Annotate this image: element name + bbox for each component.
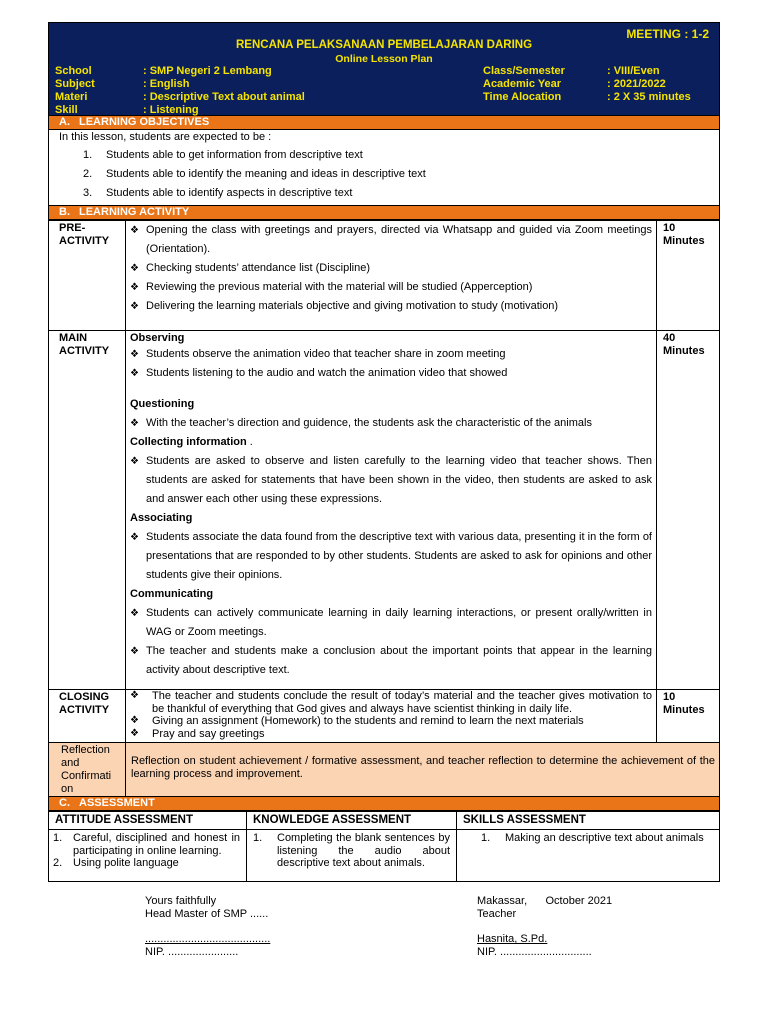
item-number: 1. (481, 832, 491, 844)
reflection-text: Reflection on student achievement / formative assessment, and teacher reflection to determine the achievement of the learning process and improvement. (126, 743, 720, 797)
label-line: CLOSING (59, 691, 110, 703)
assessment-table (48, 811, 720, 882)
item-text: With the teacher’s direction and guidence, the students ask the characteristic of the animals (146, 417, 592, 429)
objectives-box (48, 130, 720, 206)
pre-activity-duration (657, 221, 720, 331)
item-text: Giving an assignment (Homework) to the students and remind to learn the next materials (152, 715, 584, 727)
info-row-materi (55, 91, 305, 104)
section-title: LEARNING ACTIVITY (79, 206, 190, 218)
item-text: Students are asked to observe and listen carefully to the learning video that teacher shows. Then students are asked for statements that have been shown in the video, then students are asked to ask and answer each other using these expressions. (146, 455, 652, 505)
section-letter: A. (59, 116, 70, 128)
pre-activity-row (49, 221, 720, 331)
nip-field: NIP. ....................... (145, 945, 239, 958)
list-item (130, 364, 652, 383)
label-line: Reflection (61, 744, 110, 756)
document-header (48, 22, 720, 116)
section-heading-assessment (48, 797, 720, 811)
duration-number: 40 (663, 332, 676, 344)
main-activity-row (49, 331, 720, 690)
main-activity-duration (657, 331, 720, 690)
info-row-time (483, 91, 691, 104)
section-title: ASSESSMENT (79, 797, 155, 809)
info-value: : Descriptive Text about animal (143, 91, 305, 103)
knowledge-header: KNOWLEDGE ASSESSMENT (247, 812, 457, 830)
item-text: Using polite language (73, 857, 179, 869)
item-text: Students able to identify aspects in descriptive text (106, 187, 353, 199)
pre-activity-label (49, 221, 126, 331)
list-item (49, 857, 246, 870)
label-line: Confirmati (61, 770, 112, 782)
list-item (130, 345, 652, 364)
label-line: and (61, 757, 80, 769)
item-text: Students observe the animation video that teacher share in zoom meeting (146, 348, 506, 360)
closing-activity-row (49, 690, 720, 743)
diamond-bullet-icon: ❖ (130, 263, 139, 274)
diamond-bullet-icon: ❖ (130, 715, 139, 726)
list-item (130, 452, 652, 509)
item-text: Making an descriptive text about animals (505, 832, 704, 844)
item-text: Delivering the learning materials objective and giving motivation to study (motivation) (146, 300, 559, 312)
label-line: ACTIVITY (59, 704, 110, 716)
reflection-label (49, 743, 126, 797)
diamond-bullet-icon: ❖ (130, 349, 139, 360)
item-text: The teacher and students make a conclusion about the important points that appear in the learning activity about descriptive text. (146, 645, 652, 676)
attitude-cell (49, 830, 247, 882)
closing-activity-duration (657, 690, 720, 743)
subheading-text: Collecting information (130, 436, 247, 448)
list-item (130, 528, 652, 585)
document-subtitle: Online Lesson Plan (335, 53, 433, 65)
list-item (49, 832, 246, 857)
assessment-header-row (49, 812, 720, 830)
activity-table (48, 220, 720, 797)
nip-field: NIP. .............................. (477, 945, 592, 958)
diamond-bullet-icon: ❖ (130, 301, 139, 312)
closing-phrase: Yours faithfully (145, 895, 217, 907)
section-heading-objectives (48, 116, 720, 130)
list-item (130, 221, 652, 259)
info-value: : 2021/2022 (607, 78, 666, 90)
item-text: Pray and say greetings (152, 727, 265, 740)
item-text: Reviewing the previous material with the material will be studied (Apperception) (146, 281, 533, 293)
diamond-bullet-icon: ❖ (130, 225, 139, 236)
duration-unit: Minutes (663, 704, 705, 716)
knowledge-cell (247, 830, 457, 882)
header-info-right (483, 65, 691, 104)
diamond-bullet-icon: ❖ (130, 727, 139, 739)
header-info-left (55, 65, 305, 117)
subheading-suffix: . (246, 436, 253, 448)
list-item (83, 165, 719, 184)
item-text: Students able to identify the meaning and ideas in descriptive text (106, 168, 426, 180)
section-letter: C. (59, 797, 70, 809)
item-text: Students listening to the audio and watch the animation video that showed (146, 367, 508, 379)
subheading-associating: Associating (130, 512, 193, 524)
skills-header: SKILLS ASSESSMENT (457, 812, 720, 830)
spacer (477, 920, 612, 933)
list-item (130, 604, 652, 642)
info-row-subject (55, 78, 305, 91)
section-title: LEARNING OBJECTIVES (79, 116, 210, 128)
signature-teacher (477, 895, 612, 958)
duration-number: 10 (663, 691, 676, 703)
diamond-bullet-icon: ❖ (130, 282, 139, 293)
subheading-observing: Observing (130, 332, 185, 344)
info-label: School (55, 65, 92, 77)
label-line: MAIN (59, 332, 88, 344)
info-value: : Listening (143, 104, 199, 116)
teacher-name: Hasnita, S.Pd. (477, 933, 548, 945)
meeting-number: MEETING : 1-2 (626, 27, 709, 41)
diamond-bullet-icon: ❖ (130, 456, 139, 467)
duration-number: 10 (663, 222, 676, 234)
diamond-bullet-icon: ❖ (130, 368, 139, 379)
skills-cell (457, 830, 720, 882)
main-activity-label (49, 331, 126, 690)
section-letter: B. (59, 206, 70, 218)
list-item (83, 146, 719, 165)
item-number: 2. (53, 857, 63, 869)
info-label: Academic Year (483, 78, 562, 90)
spacer (130, 383, 652, 395)
closing-activity-label (49, 690, 126, 743)
item-text: Completing the blank sentences by listening the audio about descriptive text about animals. (277, 832, 450, 869)
item-number: 3. (83, 187, 93, 199)
list-item (457, 832, 719, 845)
item-number: 1. (253, 832, 263, 844)
list-item (130, 297, 652, 316)
place-date: Makassar, October 2021 (477, 895, 613, 907)
info-value: : SMP Negeri 2 Lembang (143, 65, 272, 77)
info-label: Skill (55, 104, 78, 116)
duration-unit: Minutes (663, 345, 705, 357)
attitude-header: ATTITUDE ASSESSMENT (49, 812, 247, 830)
closing-activity-content (126, 690, 657, 743)
diamond-bullet-icon: ❖ (130, 608, 139, 619)
list-item (130, 715, 652, 728)
signer-title: Head Master of SMP ...... (145, 907, 269, 920)
list-item (247, 832, 456, 870)
assessment-content-row (49, 830, 720, 882)
item-text: Checking students’ attendance list (Discipline) (146, 262, 370, 274)
spacer (145, 920, 270, 933)
info-row-school (55, 65, 305, 78)
label-line: PRE- (59, 222, 86, 234)
info-row-skill (55, 104, 305, 117)
diamond-bullet-icon: ❖ (130, 690, 139, 701)
info-value: : 2 X 35 minutes (607, 91, 691, 103)
item-text: Careful, disciplined and honest in participating in online learning. (73, 832, 240, 857)
label-line: ACTIVITY (59, 345, 110, 357)
info-label: Subject (55, 78, 95, 90)
list-item (130, 690, 652, 715)
reflection-row (49, 743, 720, 797)
label-line: ACTIVITY (59, 235, 110, 247)
item-text: Opening the class with greetings and prayers, directed via Whatsapp and guided via Zoom meetings (Orientation). (146, 224, 652, 255)
item-number: 1. (53, 832, 63, 844)
list-item (83, 184, 719, 203)
section-heading-activity (48, 206, 720, 220)
info-value: : English (143, 78, 190, 90)
info-row-class (483, 65, 691, 78)
list-item (130, 259, 652, 278)
signature-line: ......................................... (145, 933, 271, 945)
info-value: : VIII/Even (607, 65, 660, 77)
item-number: 1. (83, 149, 93, 161)
objectives-intro: In this lesson, students are expected to be : (59, 131, 272, 143)
objectives-list (49, 146, 719, 203)
item-text: The teacher and students conclude the result of today’s material and the teacher gives motivation to be thankful of everything that God gives and always have scientist thinking in daily life. (152, 690, 652, 715)
subheading-collecting (130, 433, 652, 452)
info-row-year (483, 78, 691, 91)
diamond-bullet-icon: ❖ (130, 418, 139, 429)
diamond-bullet-icon: ❖ (130, 646, 139, 657)
list-item (130, 728, 652, 741)
item-text: Students associate the data found from the descriptive text with various data, presenting it in the form of presentations that are responded to by other students. Students are asked to ask for opinions and other students give their opinions. (146, 531, 652, 581)
lesson-plan-page (48, 22, 720, 882)
list-item (130, 278, 652, 297)
item-text: Students able to get information from descriptive text (106, 149, 363, 161)
info-label: Time Alocation (483, 91, 562, 103)
main-activity-content (126, 331, 657, 690)
subheading-communicating: Communicating (130, 588, 214, 600)
item-number: 2. (83, 168, 93, 180)
list-item (130, 414, 652, 433)
signer-title: Teacher (477, 907, 517, 920)
duration-unit: Minutes (663, 235, 705, 247)
signature-headmaster (145, 895, 270, 958)
list-item (130, 642, 652, 680)
label-line: on (61, 783, 74, 795)
pre-activity-content (126, 221, 657, 331)
info-label: Class/Semester (483, 65, 565, 77)
item-text: Students can actively communicate learning in daily learning interactions, or present orally/written in WAG or Zoom meetings. (146, 607, 652, 638)
info-label: Materi (55, 91, 88, 103)
diamond-bullet-icon: ❖ (130, 532, 139, 543)
document-title: RENCANA PELAKSANAAN PEMBELAJARAN DARING (235, 39, 533, 51)
subheading-questioning: Questioning (130, 398, 195, 410)
